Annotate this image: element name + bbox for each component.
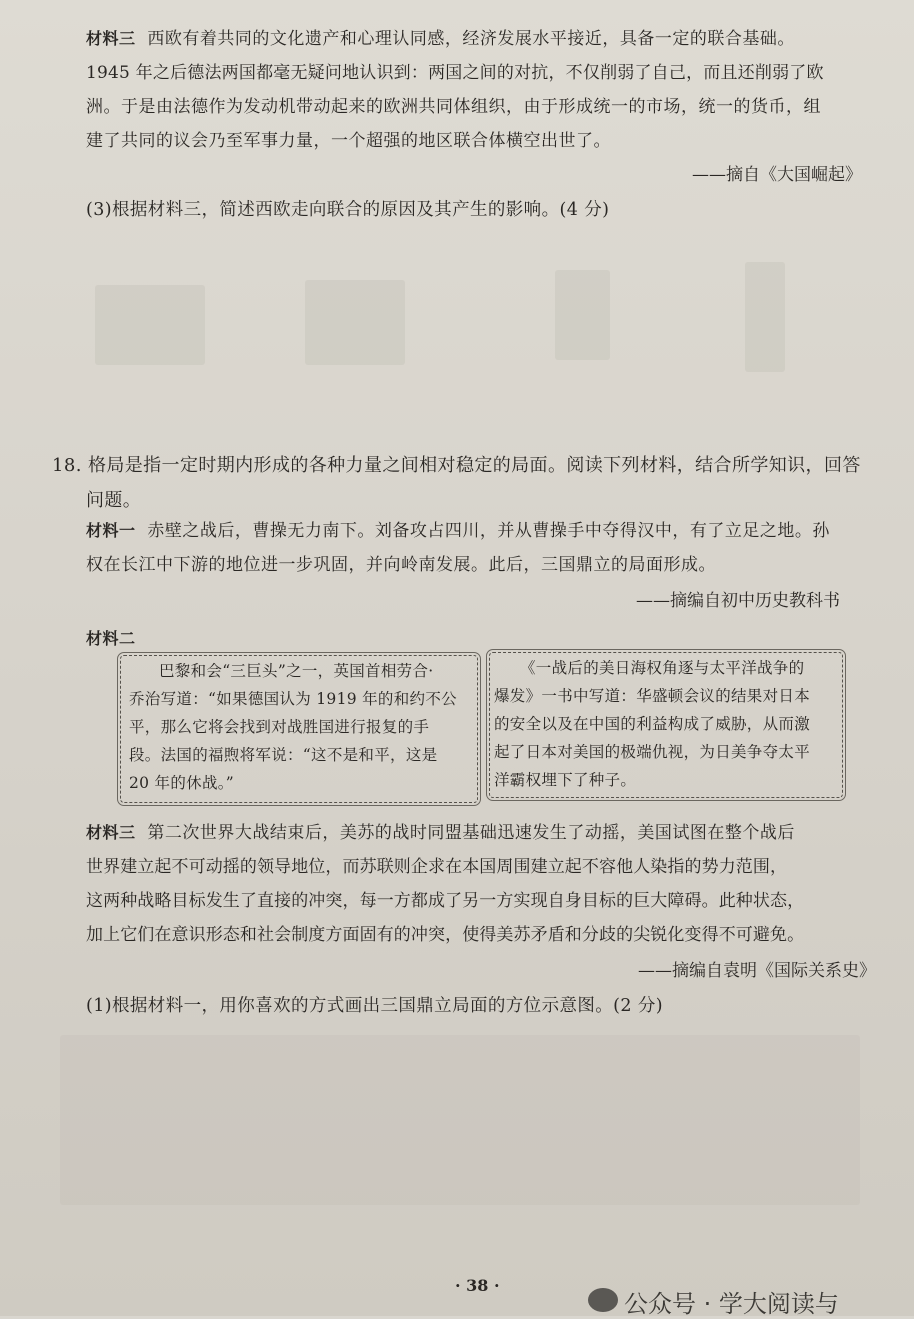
bleed-through-image — [305, 280, 405, 365]
bleed-through-image — [555, 270, 610, 360]
m3-line-2: 世界建立起不可动摇的领导地位，而苏联则企求在本国周围建立起不容他人染指的势力范围， — [86, 857, 788, 877]
material-label: 材料一 — [86, 521, 136, 540]
m2-right-quote-box — [489, 652, 843, 798]
top-material-line-2: 1945 年之后德法两国都毫无疑问地认识到：两国之间的对抗，不仅削弱了自己，而且还削弱了欧 — [86, 63, 824, 83]
question-18-1: (1)根据材料一，用你喜欢的方式画出三国鼎立局面的方位示意图。(2 分) — [86, 996, 664, 1016]
material-label: 材料三 — [86, 29, 136, 48]
box-line: 《一战后的美日海权角逐与太平洋战争的 — [520, 659, 805, 677]
box-line: 20 年的休战。” — [129, 774, 235, 792]
top-material-source: ——摘自《大国崛起》 — [692, 165, 862, 185]
question-3: (3)根据材料三，简述西欧走向联合的原因及其产生的影响。(4 分) — [86, 200, 610, 220]
watermark: 公众号 · 学大阅读与 — [624, 1290, 839, 1318]
material-text: 赤壁之战后，曹操无力南下。刘备攻占四川，并从曹操手中夺得汉中，有了立足之地。孙 — [147, 521, 830, 541]
material-text: 西欧有着共同的文化遗产和心理认同感，经济发展水平接近，具备一定的联合基础。 — [147, 29, 795, 49]
m1-line-2: 权在长江中下游的地位进一步巩固，并向岭南发展。此后，三国鼎立的局面形成。 — [86, 555, 716, 575]
box-line: 的安全以及在中国的利益构成了威胁，从而激 — [494, 715, 811, 733]
top-material-line-1 — [86, 28, 795, 50]
box-line: 平，那么它将会找到对战胜国进行报复的手 — [129, 718, 430, 736]
question-18-line-1 — [52, 451, 861, 477]
m2-left-quote-box — [120, 655, 478, 803]
box-line: 乔治写道：“如果德国认为 1919 年的和约不公 — [129, 690, 457, 708]
question-number: 18. — [52, 455, 82, 476]
wechat-icon — [588, 1288, 618, 1312]
m1-line-1 — [86, 520, 830, 542]
m3-source: ——摘编自袁明《国际关系史》 — [638, 961, 876, 981]
m1-source: ——摘编自初中历史教科书 — [636, 591, 840, 611]
box-line: 洋霸权埋下了种子。 — [494, 771, 637, 789]
top-material-line-4: 建了共同的议会乃至军事力量，一个超强的地区联合体横空出世了。 — [86, 131, 611, 151]
question-18-line-2: 问题。 — [86, 490, 142, 511]
box-line: 起了日本对美国的极端仇视，为日美争夺太平 — [494, 743, 811, 761]
question-intro: 格局是指一定时期内形成的各种力量之间相对稳定的局面。阅读下列材料，结合所学知识，回答 — [87, 455, 861, 476]
page-number: · 38 · — [455, 1276, 500, 1295]
m3-line-3: 这两种战略目标发生了直接的冲突，每一方都成了另一方实现自身目标的巨大障碍。此种状态， — [86, 891, 805, 911]
material-text: 第二次世界大战结束后，美苏的战时同盟基础迅速发生了动摇，美国试图在整个战后 — [147, 823, 795, 843]
box-line: 段。法国的福煦将军说：“这不是和平，这是 — [129, 746, 438, 764]
m3-line-1 — [86, 822, 795, 844]
box-line: 爆发》一书中写道：华盛顿会议的结果对日本 — [494, 687, 811, 705]
box-line: 巴黎和会“三巨头”之一，英国首相劳合· — [159, 662, 434, 680]
material-label: 材料三 — [86, 823, 136, 842]
m2-label: 材料二 — [86, 629, 136, 648]
bleed-through-image — [95, 285, 205, 365]
bleed-through-image — [745, 262, 785, 372]
m3-line-4: 加上它们在意识形态和社会制度方面固有的冲突，使得美苏矛盾和分歧的尖锐化变得不可避免。 — [86, 925, 805, 945]
bleed-through-text — [60, 1035, 860, 1205]
top-material-line-3: 洲。于是由法德作为发动机带动起来的欧洲共同体组织，由于形成统一的市场，统一的货币，组 — [86, 97, 821, 117]
